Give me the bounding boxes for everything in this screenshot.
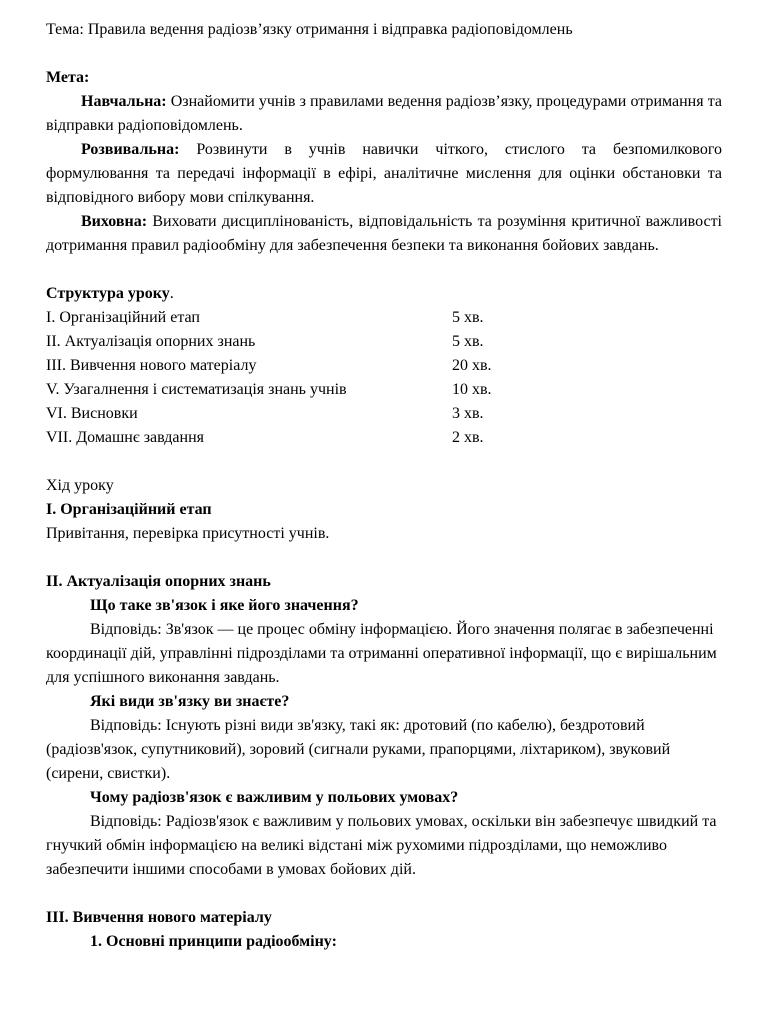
structure-heading-text: Структура уроку [46,285,170,302]
org-stage-text: Привітання, перевірка присутності учнів. [46,525,330,542]
structure-row [46,378,722,402]
structure-row [46,402,722,426]
spacer [46,882,722,906]
structure-stage: ІІІ. Вивчення нового матеріалу [46,357,257,374]
structure-stage: ІІ. Актуалізація опорних знань [46,333,256,350]
structure-time: 10 хв. [452,381,492,398]
goal-upbringing [46,210,722,258]
new-material-subtitle [46,930,722,954]
goal-educational [46,90,722,138]
question [46,786,722,810]
goal-heading-text: Мета: [46,69,90,86]
question-text: Чому радіозв'язок є важливим у польових умовах? [90,789,459,806]
structure-table [46,306,722,450]
org-stage-title-text: І. Організаційний етап [46,501,212,518]
structure-stage: V. Узагалнення і систематизація знань учнів [46,381,347,398]
structure-time: 20 хв. [452,357,492,374]
spacer [46,258,722,282]
structure-heading-suffix: . [169,285,174,302]
new-material-title [46,906,722,930]
spacer [46,546,722,570]
answer: Відповідь: Зв'язок — це процес обміну інформацією. Його значення полягає в забезпеченні координації дій, управлінні підрозділами та отриманні оперативної інформації, що є вирішальним для успішного виконання завдань. [46,621,717,686]
structure-stage: І. Організаційний етап [46,309,200,326]
lesson-topic: Тема: Правила ведення радіозв’язку отримання і відправка радіоповідомлень [46,21,573,38]
answer: Відповідь: Існують різні види зв'язку, такі як: дротовий (по кабелю), бездротовий (радіозв'язок, супутниковий), зоровий (сигнали руками, прапорцями, ліхтариком), звуковий (сирени, свистки). [46,717,671,782]
actual-stage-title [46,570,722,594]
question [46,594,722,618]
spacer [46,42,722,66]
goal-developmental-text: Розвинути в учнів навички чіткого, стислого та безпомилкового формулювання та передачі інформації в ефірі, аналітичне мислення для оцінки обстановки та відповідного вибору мови спілкування. [46,141,722,206]
structure-time: 5 хв. [452,333,484,350]
goal-educational-text: Ознайомити учнів з правилами ведення радіозв’язку, процедурами отримання та відправки радіоповідомлень. [46,93,722,134]
actual-stage-title-text: ІІ. Актуалізація опорних знань [46,573,271,590]
spacer [46,450,722,474]
new-material-title-text: ІІІ. Вивчення нового матеріалу [46,909,272,926]
goal-developmental-label: Розвивальна: [81,141,180,158]
structure-stage: VІІ. Домашнє завдання [46,429,204,446]
structure-heading [46,282,722,306]
question [46,690,722,714]
question-text: Які види зв'язку ви знаєте? [90,693,290,710]
question-text: Що таке зв'язок і яке його значення? [90,597,359,614]
structure-time: 3 хв. [452,405,484,422]
structure-row [46,426,722,450]
org-stage-title [46,498,722,522]
goal-developmental [46,138,722,210]
structure-row [46,306,722,330]
structure-stage: VІ. Висновки [46,405,138,422]
structure-row [46,354,722,378]
lesson-heading: Хід уроку [46,477,114,494]
new-material-subtitle-text: 1. Основні принципи радіообміну: [90,933,337,950]
structure-time: 2 хв. [452,429,484,446]
structure-row [46,330,722,354]
goal-educational-label: Навчальна: [81,93,167,110]
goal-upbringing-text: Виховати дисциплінованість, відповідальність та розуміння критичної важливості дотримання правил радіообміну для забезпечення безпеки та виконання бойових завдань. [46,213,722,254]
goal-upbringing-label: Виховна: [81,213,148,230]
answer: Відповідь: Радіозв'язок є важливим у польових умовах, оскільки він забезпечує швидкий та гнучкий обмін інформацією на великі відстані між рухомими підрозділами, що неможливо забезпечити іншими способами в умовах бойових дій. [46,813,717,878]
goal-heading [46,66,722,90]
structure-time: 5 хв. [452,309,484,326]
